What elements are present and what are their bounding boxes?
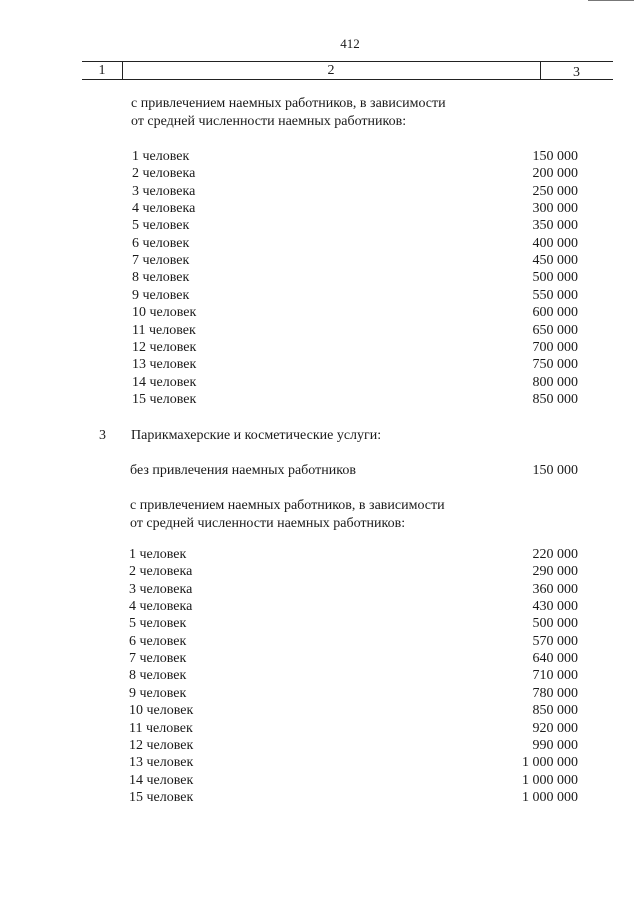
row-label: 14 человек [132,374,197,390]
table-header-row [82,61,613,80]
row-value: 1 000 000 [522,789,578,805]
row-value: 360 000 [532,581,578,597]
row-label: 13 человек [132,357,197,373]
row-label: 9 человек [132,287,190,303]
row-label: 14 человек [129,772,194,788]
row-label: 11 человек [132,322,196,338]
row-value: 650 000 [532,322,578,338]
section-number: 3 [99,428,106,443]
row-label: 9 человек [129,685,187,701]
row-label: 1 человек [132,149,190,164]
row-label: 2 человека [132,166,196,182]
without-employees-value: 150 000 [532,463,578,478]
row-value: 290 000 [532,564,578,580]
row-value: 920 000 [532,720,578,736]
page-number: 412 [340,36,360,51]
row-value: 430 000 [532,599,578,615]
row-label: 4 человека [132,201,196,217]
row-value: 450 000 [532,253,578,269]
row-label: 1 человек [129,547,187,562]
row-value: 640 000 [532,651,578,667]
row-value: 710 000 [532,668,578,684]
section-title: Парикмахерские и косметические услуги: [131,428,382,443]
row-value: 550 000 [532,287,578,303]
row-value: 500 000 [532,616,578,632]
row-label: 5 человек [129,616,187,632]
row-value: 220 000 [532,547,578,562]
row-label: 8 человек [129,668,187,684]
row-label: 7 человек [129,651,187,667]
row-label: 2 человека [129,564,193,580]
section-intro-line-2: от средней численности наемных работников: [130,516,406,531]
header-col-1: 1 [98,63,106,78]
row-value: 250 000 [532,183,578,199]
row-value: 1 000 000 [522,772,578,788]
without-employees-label: без привлечения наемных работников [130,463,356,478]
row-value: 800 000 [532,374,578,390]
row-label: 3 человека [129,581,193,597]
row-value: 850 000 [532,391,578,407]
row-value: 850 000 [532,703,578,719]
row-label: 4 человека [129,599,193,615]
header-col-2: 2 [327,63,335,78]
row-value: 780 000 [532,685,578,701]
row-value: 700 000 [532,339,578,355]
row-label: 3 человека [132,183,196,199]
block1-intro-line-1: с привлечением наемных работников, в зависимости [131,96,446,111]
row-value: 570 000 [532,633,578,649]
row-label: 15 человек [132,391,197,407]
row-label: 12 человек [129,737,194,753]
row-value: 400 000 [532,235,578,251]
row-label: 6 человек [129,633,187,649]
block1-intro-line-2: от средней численности наемных работников: [131,114,407,129]
row-value: 200 000 [532,166,578,182]
section-intro-line-1: с привлечением наемных работников, в зависимости [130,498,445,513]
row-value: 300 000 [532,201,578,217]
row-label: 10 человек [132,305,197,321]
row-label: 11 человек [129,720,193,736]
row-label: 12 человек [132,339,197,355]
header-col-3: 3 [573,65,580,80]
row-value: 600 000 [532,305,578,321]
row-label: 15 человек [129,789,194,805]
row-value: 350 000 [532,218,578,234]
row-value: 1 000 000 [522,755,578,771]
row-value: 500 000 [532,270,578,286]
row-value: 750 000 [532,357,578,373]
row-label: 6 человек [132,235,190,251]
row-label: 10 человек [129,703,194,719]
corner-rule [588,0,634,1]
row-label: 8 человек [132,270,190,286]
row-label: 7 человек [132,253,190,269]
row-label: 13 человек [129,755,194,771]
row-value: 150 000 [532,149,578,164]
row-label: 5 человек [132,218,190,234]
row-value: 990 000 [532,737,578,753]
